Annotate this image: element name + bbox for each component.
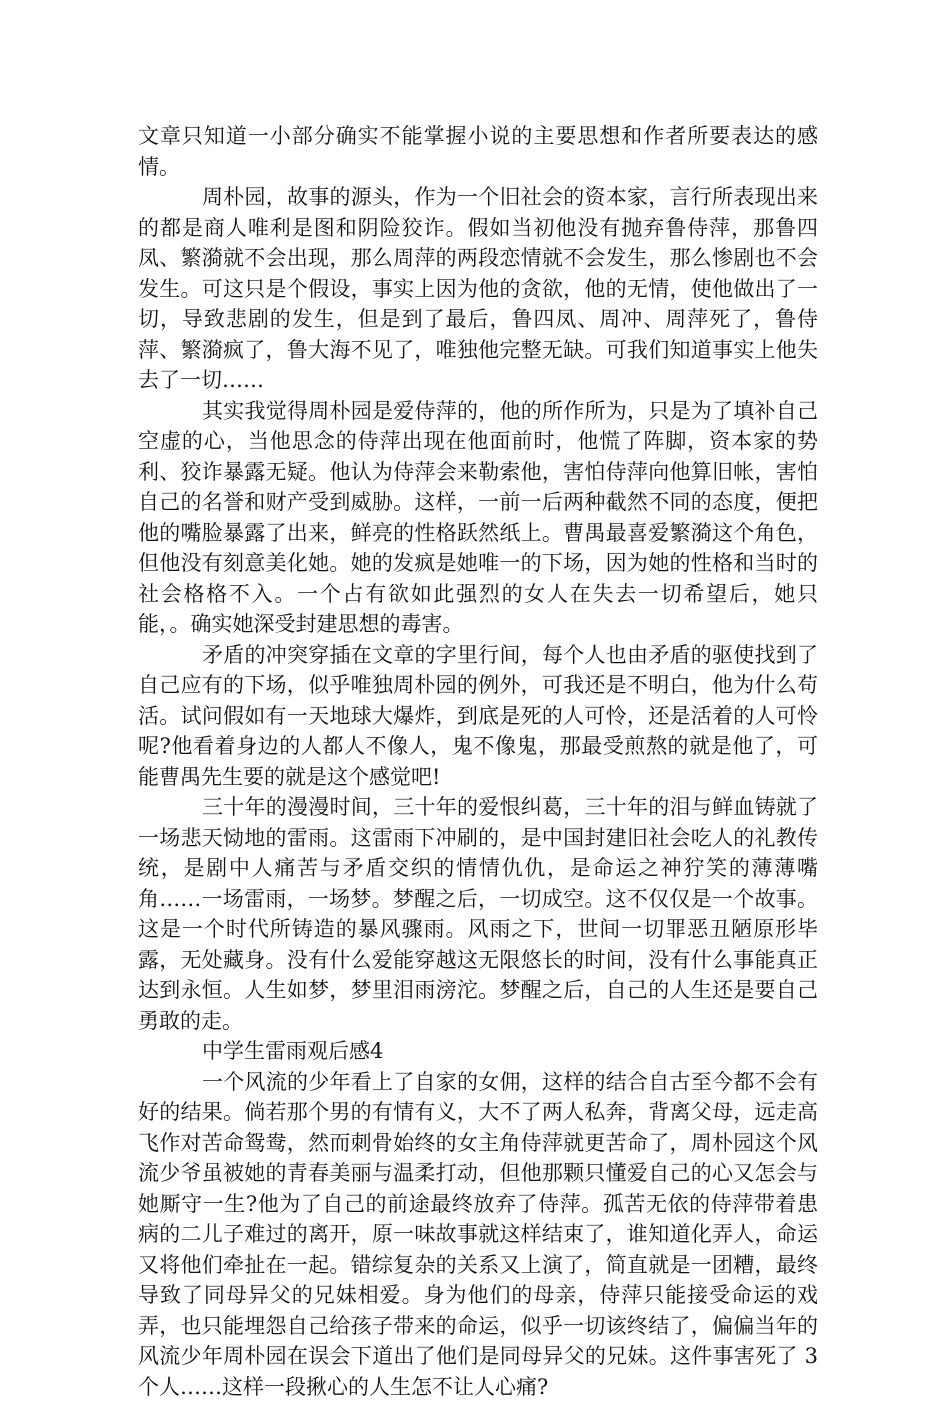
section-heading: 中学生雷雨观后感4 xyxy=(138,1036,818,1067)
paragraph-zhou-puyuan: 周朴园，故事的源头，作为一个旧社会的资本家，言行所表现出来的都是商人唯利是图和阴险狡诈。假如当初他没有抛弃鲁侍萍，那鲁四凤、繁漪就不会出现，那么周萍的两段恋情就不会发生，那么惨剧也不会发生。可这只是个假设，事实上因为他的贪欲，他的无情，使他做出了一切，导致悲剧的发生，但是到了最后，鲁四凤、周冲、周萍死了，鲁侍萍、繁漪疯了，鲁大海不见了，唯独他完整无缺。可我们知道事实上他失去了一切…… xyxy=(138,182,818,396)
paragraph-thirty-years: 三十年的漫漫时间，三十年的爱恨纠葛，三十年的泪与鲜血铸就了一场悲天恸地的雷雨。这雷雨下冲刷的，是中国封建旧社会吃人的礼教传统，是剧中人痛苦与矛盾交织的情情仇仇，是命运之神狞笑的薄薄嘴角……一场雷雨，一场梦。梦醒之后，一切成空。这不仅仅是一个故事。这是一个时代所铸造的暴风骤雨。风雨之下，世间一切罪恶丑陋原形毕露，无处藏身。没有什么爱能穿越这无限悠长的时间，没有什么事能真正达到永恒。人生如梦，梦里泪雨滂沱。梦醒之后，自己的人生还是要自己勇敢的走。 xyxy=(138,792,818,1036)
paragraph-conflict: 矛盾的冲突穿插在文章的字里行间，每个人也由矛盾的驱使找到了自己应有的下场，似乎唯独周朴园的例外，可我还是不明白，他为什么苟活。试问假如有一天地球大爆炸，到底是死的人可怜，还是活着的人可怜呢?他看着身边的人都人不像人，鬼不像鬼，那最受煎熬的就是他了，可能曹禺先生要的就是这个感觉吧! xyxy=(138,640,818,793)
paragraph-continuation: 文章只知道一小部分确实不能掌握小说的主要思想和作者所要表达的感情。 xyxy=(138,121,818,182)
paragraph-romantic-youth: 一个风流的少年看上了自家的女佣，这样的结合自古至今都不会有好的结果。倘若那个男的有情有义，大不了两人私奔，背离父母，远走高飞作对苦命鸳鸯，然而刺骨始终的女主角侍萍就更苦命了，周朴园这个风流少爷虽被她的青春美丽与温柔打动，但他那颗只懂爱自己的心又怎会与她厮守一生?他为了自己的前途最终放弃了侍萍。孤苦无依的侍萍带着患病的二儿子难过的离开，原一味故事就这样结束了，谁知道化弄人，命运又将他们牵扯在一起。错综复杂的关系又上演了，简直就是一团糟，最终导致了同母异父的兄妹相爱。身为他们的母亲，侍萍只能接受命运的戏弄，也只能埋怨自己给孩子带来的命运，似乎一切该终结了，偏偏当年的风流少年周朴园在误会下道出了他们是同母异父的兄妹。这件事害死了 3 个人……这样一段揪心的人生怎不让人心痛? xyxy=(138,1067,818,1402)
paragraph-love-shiping: 其实我觉得周朴园是爱侍萍的，他的所作所为，只是为了填补自己空虚的心，当他思念的侍萍出现在他面前时，他慌了阵脚，资本家的势利、狡诈暴露无疑。他认为侍萍会来勒索他，害怕侍萍向他算旧帐，害怕自己的名誉和财产受到威胁。这样，一前一后两种截然不同的态度，便把他的嘴脸暴露了出来，鲜亮的性格跃然纸上。曹禺最喜爱繁漪这个角色，但他没有刻意美化她。她的发疯是她唯一的下场，因为她的性格和当时的社会格格不入。一个占有欲如此强烈的女人在失去一切希望后，她只能，。确实她深受封建思想的毒害。 xyxy=(138,396,818,640)
document-body xyxy=(138,121,818,1402)
